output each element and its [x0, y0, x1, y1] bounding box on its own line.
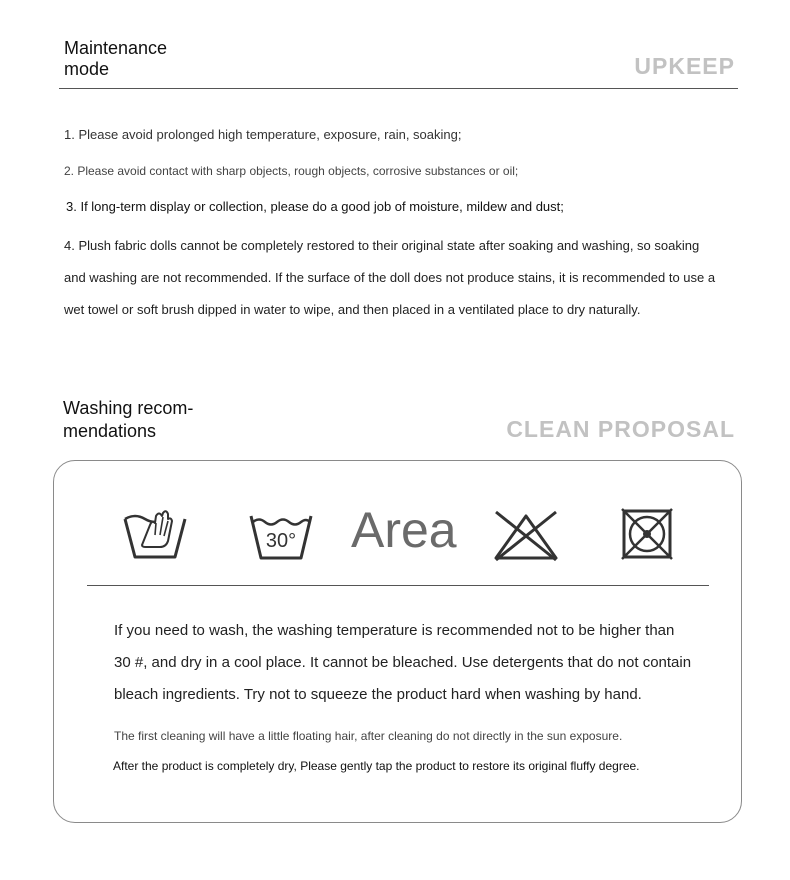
- wash-30-icon: [248, 512, 316, 562]
- washing-note-2: After the product is completely dry, Please gently tap the product to restore its original fluffy degree.: [113, 759, 640, 773]
- upkeep-label: UPKEEP: [634, 53, 735, 79]
- clean-proposal-label: CLEAN PROPOSAL: [506, 416, 735, 442]
- washing-title: [63, 397, 193, 443]
- maintenance-item-3: 3. If long-term display or collection, please do a good job of moisture, mildew and dust;: [66, 199, 564, 214]
- hand-wash-icon: [122, 505, 190, 561]
- area-label: Area: [351, 502, 457, 558]
- card-divider: [87, 585, 709, 586]
- do-not-bleach-icon: [492, 510, 560, 562]
- washing-note-1: The first cleaning will have a little floating hair, after cleaning do not directly in the sun exposure.: [114, 729, 623, 743]
- maintenance-title: [64, 38, 167, 80]
- washing-body-text: If you need to wash, the washing temperature is recommended not to be higher than 30 #, and dry in a cool place. It cannot be bleached. Use detergents that do not contain bleach ingredients. Try not to squeeze the product hard when washing by hand.: [114, 622, 692, 703]
- do-not-tumble-dry-icon: [620, 507, 674, 561]
- maintenance-title-line2: mode: [64, 59, 110, 79]
- washing-title-line2: mendations: [63, 421, 157, 441]
- maintenance-divider: [59, 88, 738, 89]
- washing-title-line1: Washing recom-: [63, 398, 194, 418]
- maintenance-item-1: 1. Please avoid prolonged high temperature, exposure, rain, soaking;: [64, 127, 462, 142]
- maintenance-title-line1: Maintenance: [64, 38, 168, 58]
- wash-temperature-label: 30°: [265, 530, 297, 552]
- maintenance-item-4: 4. Plush fabric dolls cannot be completely restored to their original state after soaking and washing, so soaking and washing are not recommended. If the surface of the doll does not produce stains, it is recommended to use a wet towel or soft brush dipped in water to wipe, and then placed in a ventilated place to dry naturally.: [64, 238, 716, 317]
- maintenance-item-2: 2. Please avoid contact with sharp objects, rough objects, corrosive substances or oil;: [64, 164, 519, 178]
